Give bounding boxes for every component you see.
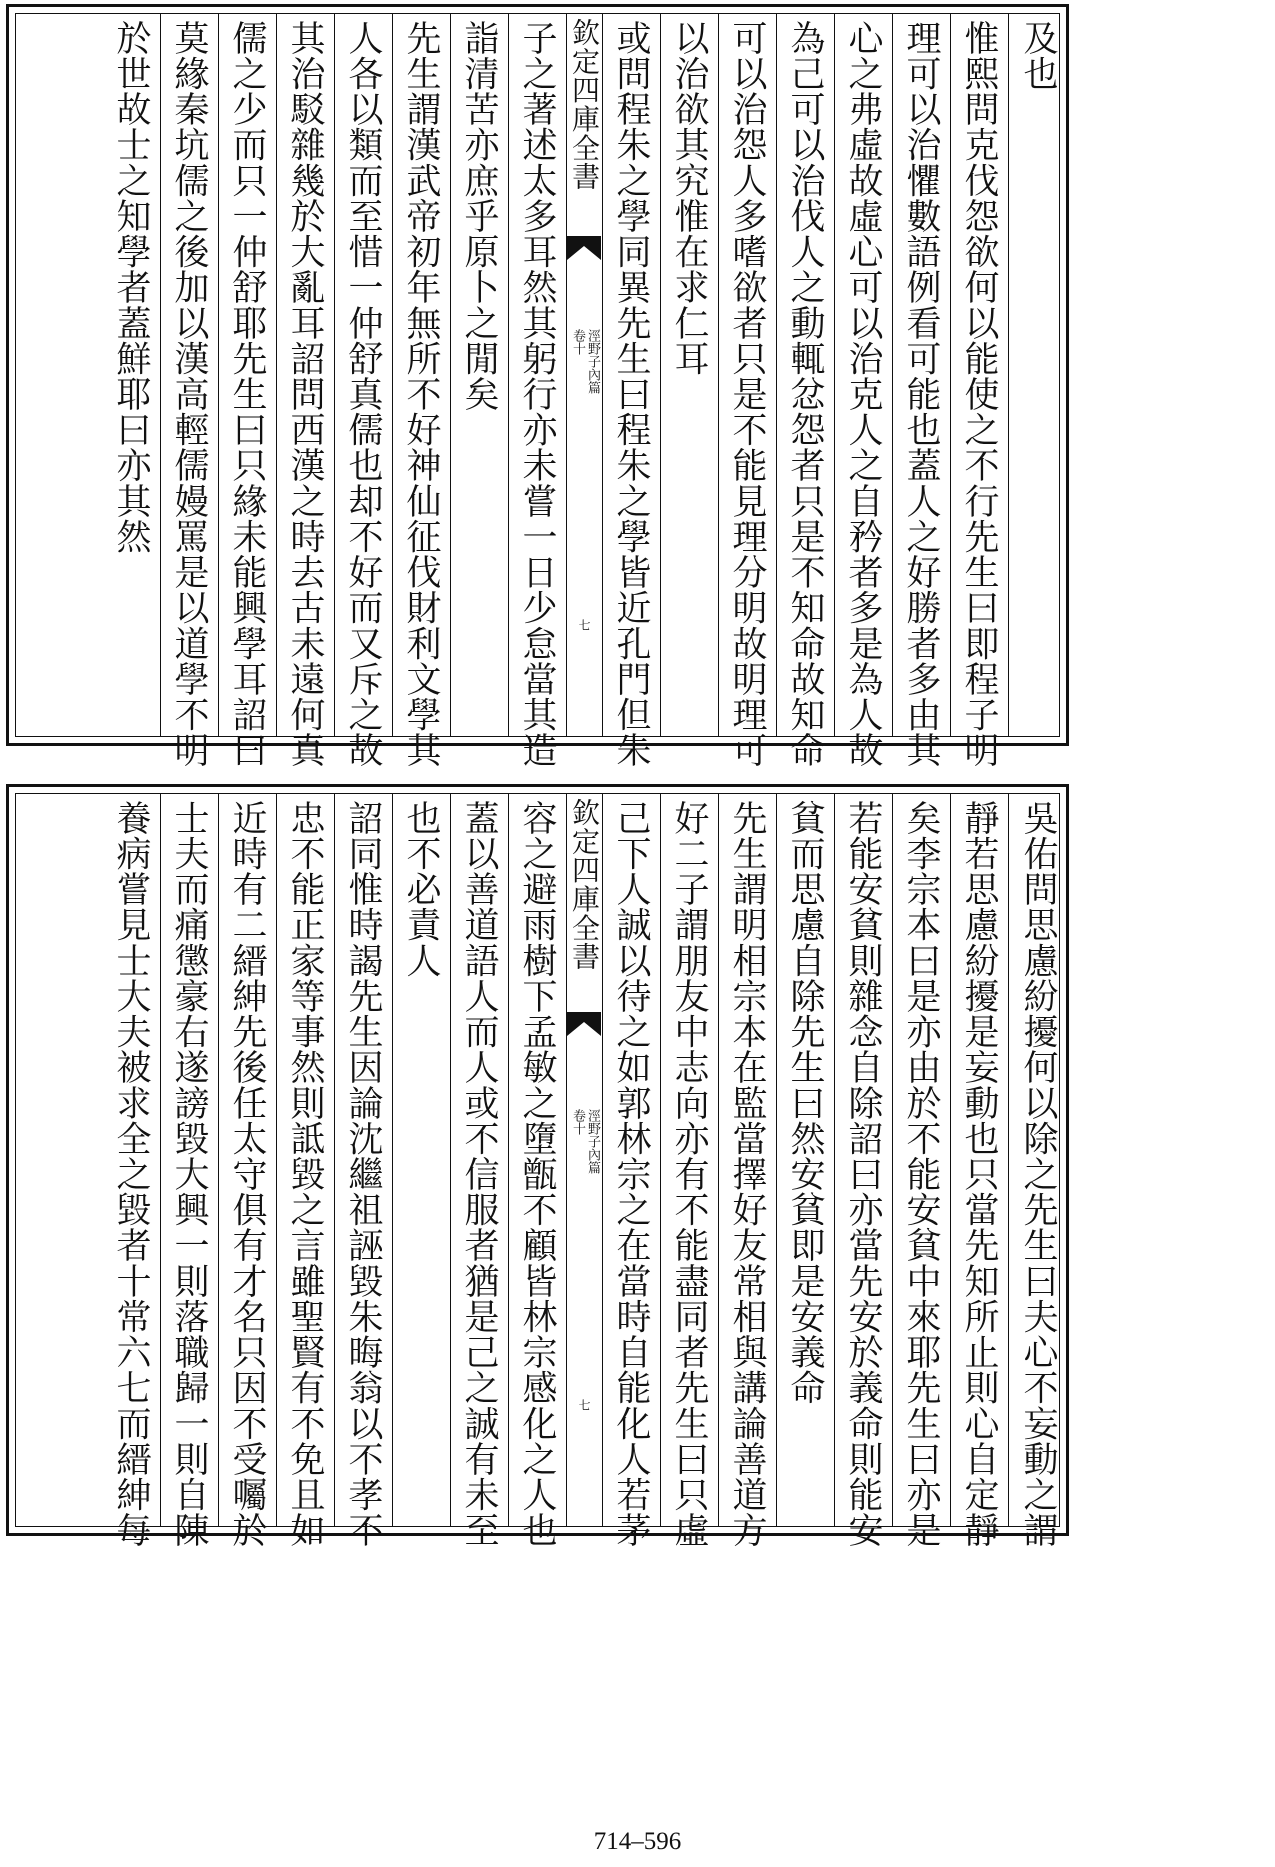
column-text: 其治駁雜幾於大亂耳詔問西漢之時去古未遠何真 bbox=[285, 20, 325, 769]
column-text: 子之著述太多耳然其躬行亦未嘗一日少怠當其造 bbox=[517, 20, 557, 769]
text-column bbox=[161, 794, 219, 1549]
text-column bbox=[1009, 794, 1067, 1549]
column-text: 士夫而痛懲豪右遂謗毀大興一則落職歸一則自陳 bbox=[169, 800, 209, 1549]
fishtail-mark-icon bbox=[567, 1012, 601, 1036]
text-column bbox=[335, 794, 393, 1549]
column-text: 於世故士之知學者蓋鮮耶曰亦其然 bbox=[111, 20, 151, 555]
text-column bbox=[451, 14, 509, 736]
column-text: 蓋以善道語人而人或不信服者猶是己之誠有未至 bbox=[459, 800, 499, 1549]
chapter-title: 涇野子內篇 bbox=[585, 329, 600, 394]
center-fold-column bbox=[567, 794, 603, 1526]
text-column bbox=[719, 794, 777, 1549]
column-text: 可以治怨人多嗜欲者只是不能見理分明故明理可 bbox=[727, 20, 767, 769]
column-text: 也不必責人 bbox=[401, 800, 441, 979]
column-text: 為己可以治伐人之動輒忿怨者只是不知命故知命 bbox=[785, 20, 825, 769]
column-text: 養病嘗見士大夫被求全之毀者十常六七而縉紳每 bbox=[111, 800, 151, 1549]
fishtail-mark-icon bbox=[567, 236, 601, 260]
text-column bbox=[893, 794, 951, 1549]
text-column bbox=[1009, 14, 1067, 736]
text-column bbox=[103, 794, 161, 1549]
text-column bbox=[335, 14, 393, 769]
text-column bbox=[719, 14, 777, 769]
top-page-frame bbox=[6, 4, 1069, 769]
column-text: 儒之少而只一仲舒耶先生曰只緣未能興學耳詔曰 bbox=[227, 20, 267, 769]
column-text: 先生謂明相宗本在監當擇好友常相與講論善道方 bbox=[727, 800, 767, 1549]
text-column bbox=[951, 794, 1009, 1549]
text-column bbox=[661, 14, 719, 736]
text-column bbox=[451, 794, 509, 1549]
column-text: 容之避雨樹下孟敏之墮甑不顧皆林宗感化之人也 bbox=[517, 800, 557, 1549]
column-text: 好二子謂朋友中志向亦有不能盡同者先生曰只虛 bbox=[669, 800, 709, 1549]
text-column bbox=[951, 14, 1009, 769]
center-fold-column bbox=[567, 14, 603, 736]
column-text: 惟熙問克伐怨欲何以能使之不行先生曰即程子明 bbox=[959, 20, 999, 769]
text-column bbox=[103, 14, 161, 736]
book-title: 欽定四庫全書 bbox=[568, 798, 601, 971]
column-text: 心之弗虛故虛心可以治克人之自矜者多是為人故 bbox=[843, 20, 883, 769]
bottom-page-inner-border bbox=[15, 793, 1060, 1549]
text-column bbox=[661, 794, 719, 1549]
top-page-inner-border bbox=[15, 13, 1060, 769]
text-column bbox=[509, 794, 567, 1549]
page-footer-number: 714–596 bbox=[593, 1828, 682, 1855]
text-column bbox=[835, 14, 893, 769]
volume-label: 卷十 bbox=[570, 329, 585, 355]
column-text: 莫緣秦坑儒之後加以漢高輕儒嫚罵是以道學不明 bbox=[169, 20, 209, 769]
text-column bbox=[893, 14, 951, 769]
text-column bbox=[603, 14, 661, 769]
text-column bbox=[393, 794, 451, 1526]
column-text: 先生謂漢武帝初年無所不好神仙征伐財利文學其 bbox=[401, 20, 441, 769]
text-column bbox=[219, 794, 277, 1549]
volume-label: 卷十 bbox=[570, 1109, 585, 1135]
column-text: 貧而思慮自除先生曰然安貧即是安義命 bbox=[785, 800, 825, 1406]
text-column bbox=[603, 794, 661, 1549]
text-column bbox=[161, 14, 219, 769]
column-text: 忠不能正家等事然則詆毀之言雖聖賢有不免且如 bbox=[285, 800, 325, 1549]
text-column bbox=[277, 14, 335, 769]
book-title: 欽定四庫全書 bbox=[568, 18, 601, 191]
column-text: 及也 bbox=[1018, 20, 1058, 92]
column-text: 或問程朱之學同異先生曰程朱之學皆近孔門但朱 bbox=[611, 20, 651, 769]
column-text: 以治欲其究惟在求仁耳 bbox=[669, 20, 709, 377]
column-text: 矣李宗本曰是亦由於不能安貧中來耶先生曰亦是 bbox=[901, 800, 941, 1549]
page-number: 七 bbox=[577, 619, 591, 631]
column-text: 近時有二縉紳先後任太守俱有才名只因不受囑於 bbox=[227, 800, 267, 1549]
page-number: 七 bbox=[577, 1399, 591, 1411]
chapter-title: 涇野子內篇 bbox=[585, 1109, 600, 1174]
text-column bbox=[777, 14, 835, 769]
bottom-page-frame bbox=[6, 784, 1069, 1549]
column-text: 己下人誠以待之如郭林宗之在當時自能化人若茅 bbox=[611, 800, 651, 1549]
text-column bbox=[835, 794, 893, 1549]
column-text: 吳佑問思慮紛擾何以除之先生曰夫心不妄動之謂 bbox=[1018, 800, 1058, 1549]
text-column bbox=[777, 794, 835, 1526]
text-column bbox=[393, 14, 451, 769]
text-column bbox=[509, 14, 567, 769]
column-text: 詔同惟時謁先生因論沈繼祖誣毀朱晦翁以不孝不 bbox=[343, 800, 383, 1549]
column-text: 詣清苦亦庶乎原卜之閒矣 bbox=[459, 20, 499, 412]
column-text: 靜若思慮紛擾是妄動也只當先知所止則心自定靜 bbox=[959, 800, 999, 1549]
column-text: 人各以類而至惜一仲舒真儒也却不好而又斥之故 bbox=[343, 20, 383, 769]
text-column bbox=[277, 794, 335, 1549]
column-text: 理可以治懼數語例看可能也蓋人之好勝者多由其 bbox=[901, 20, 941, 769]
column-text: 若能安貧則雜念自除詔曰亦當先安於義命則能安 bbox=[843, 800, 883, 1549]
text-column bbox=[219, 14, 277, 769]
